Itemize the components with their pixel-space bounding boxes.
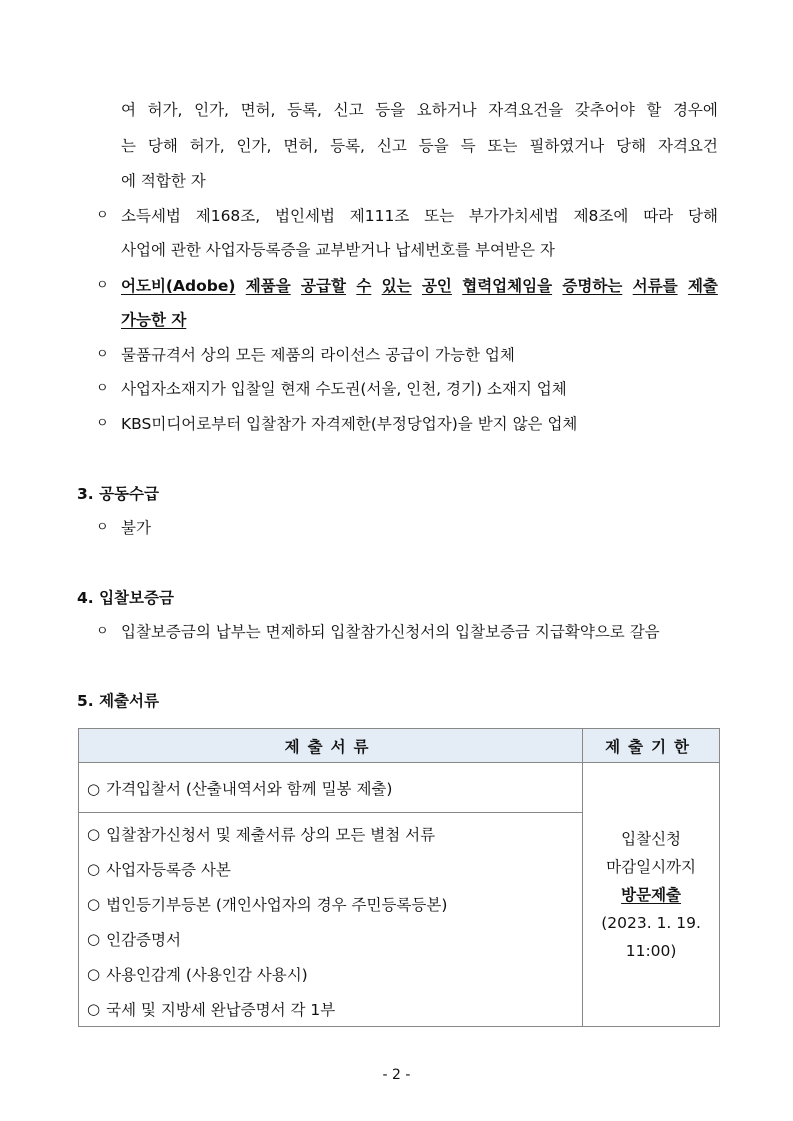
continuation-line-1 [121, 100, 718, 120]
continuation-word: 면허, [283, 137, 319, 155]
continuation-word: 득 [460, 137, 476, 155]
continuation-word: 또는 [487, 137, 518, 155]
qualification-1-word: 또는 [424, 207, 455, 225]
qualification-1-word: 소득세법 [121, 207, 181, 225]
deadline-line-1: 입찰신청 [621, 829, 682, 848]
deadline-line-5: 11:00) [625, 941, 677, 960]
list-item [79, 886, 582, 921]
continuation-word: 당해 [616, 137, 647, 155]
table-header-row [79, 729, 720, 763]
deadline-cell [583, 763, 720, 1027]
deadline-line-2: 마감일시까지 [606, 857, 696, 876]
continuation-word: 경우에 [672, 101, 718, 119]
section-5-heading: 5. 제출서류 [77, 692, 159, 710]
qualification-2-word: 협력업체임을 [462, 277, 553, 295]
qualification-2-word: 공급할 [301, 277, 346, 295]
qualification-2-word: 수 [356, 277, 372, 295]
qualification-2-word: 증명하는 [562, 277, 623, 295]
qualification-1-word: 제111조 [349, 207, 410, 225]
circle-bullet: ○ [87, 859, 101, 878]
deadline-line-3: 방문제출 [621, 885, 682, 904]
continuation-word: 허가, [189, 137, 225, 155]
circle-bullet: ○ [87, 964, 101, 983]
page-number: - 2 - [382, 1067, 411, 1083]
continuation-word: 등록, [330, 137, 365, 155]
circle-bullet: ○ [87, 999, 101, 1018]
circle-bullet: ○ [87, 929, 101, 948]
continuation-word: 인가, [194, 101, 229, 119]
section-4-item: 입찰보증금의 납부는 면제하되 입찰참가신청서의 입찰보증금 지급확약으로 갈음 [121, 623, 660, 641]
qualification-2-word: 공인 [421, 277, 452, 295]
qualification-1-line-1 [121, 206, 718, 226]
qualification-1-word: 따라 [643, 207, 674, 225]
qualification-1-word: 제8조에 [573, 207, 629, 225]
documents-column-header: 제출서류 [79, 729, 583, 763]
list-item [79, 921, 582, 956]
continuation-word: 필하였거나 [529, 137, 605, 155]
list-item [79, 816, 582, 851]
documents-list-cell [79, 813, 583, 1027]
continuation-word: 면허, [240, 101, 276, 119]
price-bid-cell [79, 763, 583, 813]
section-3-item: 불가 [121, 519, 151, 537]
qualification-5: KBS미디어로부터 입찰참가 자격제한(부정당업자)을 받지 않은 업체 [121, 415, 578, 433]
document-name: 사업자등록증 사본 [106, 860, 231, 879]
qualification-2-word: 어도비(Adobe) [121, 277, 236, 295]
qualification-2-line-1 [121, 276, 718, 296]
list-item [79, 956, 582, 991]
bullet-marker: ㅇ [96, 278, 109, 293]
section-3-heading: 3. 공동수급 [77, 485, 159, 503]
qualification-1-word: 당해 [687, 207, 718, 225]
qualification-2-word: 서류를 [632, 277, 678, 295]
list-item [79, 991, 582, 1026]
qualification-1-line-2: 사업에 관한 사업자등록증을 교부받거나 납세번호를 부여받은 자 [121, 241, 555, 259]
continuation-word: 자격요건 [657, 137, 718, 155]
qualification-2-word: 제품을 [245, 277, 291, 295]
bullet-marker: ㅇ [96, 208, 109, 223]
continuation-word: 등을 [375, 101, 406, 119]
section-4-heading: 4. 입찰보증금 [77, 589, 174, 607]
continuation-word: 허가, [147, 101, 183, 119]
price-bid-document: 가격입찰서 (산출내역서와 함께 밀봉 제출) [106, 779, 393, 798]
qualification-4: 사업자소재지가 입찰일 현재 수도권(서울, 인천, 경기) 소재지 업체 [121, 380, 567, 398]
deadline-line-4: (2023. 1. 19. [601, 913, 701, 932]
circle-bullet: ○ [87, 894, 101, 913]
submission-documents-table [78, 728, 720, 1027]
qualification-1-word: 법인세법 [275, 207, 335, 225]
qualification-1-word: 제168조, [195, 207, 261, 225]
bullet-marker: ㅇ [96, 624, 109, 639]
qualification-1-word: 부가가치세법 [468, 207, 559, 225]
bullet-marker: ㅇ [96, 416, 109, 431]
continuation-word: 신고 [376, 137, 407, 155]
continuation-word: 는 [121, 137, 136, 155]
continuation-word: 여 [121, 101, 136, 119]
bullet-marker: ㅇ [96, 381, 109, 396]
continuation-word: 신고 [333, 101, 364, 119]
document-name: 법인등기부등본 (개인사업자의 경우 주민등록등본) [106, 895, 448, 914]
qualification-3: 물품규격서 상의 모든 제품의 라이선스 공급이 가능한 업체 [121, 346, 515, 364]
continuation-line-2 [121, 136, 718, 156]
circle-bullet: ○ [87, 779, 101, 798]
list-item [79, 851, 582, 886]
qualification-2-word: 제출 [687, 277, 718, 295]
continuation-word: 할 [646, 101, 662, 119]
qualification-2-word: 있는 [381, 277, 412, 295]
table-row [79, 763, 720, 813]
continuation-word: 갖추어야 [574, 101, 635, 119]
continuation-word: 등을 [418, 137, 449, 155]
document-name: 인감증명서 [106, 930, 181, 949]
continuation-word: 등록, [287, 101, 322, 119]
document-name: 사용인감계 (사용인감 사용시) [106, 965, 308, 984]
continuation-word: 자격요건을 [488, 101, 564, 119]
continuation-word: 당해 [147, 137, 178, 155]
qualification-2-line-2: 가능한 자 [121, 311, 187, 329]
continuation-line-3: 에 적합한 자 [121, 172, 206, 190]
bullet-marker: ㅇ [96, 347, 109, 362]
continuation-word: 요하거나 [416, 101, 477, 119]
circle-bullet: ○ [87, 824, 101, 843]
document-name: 입찰참가신청서 및 제출서류 상의 모든 별첨 서류 [106, 825, 436, 844]
bullet-marker: ㅇ [96, 520, 109, 535]
continuation-word: 인가, [236, 137, 272, 155]
deadline-column-header: 제출기한 [583, 729, 720, 763]
document-name: 국세 및 지방세 완납증명서 각 1부 [106, 1000, 336, 1019]
